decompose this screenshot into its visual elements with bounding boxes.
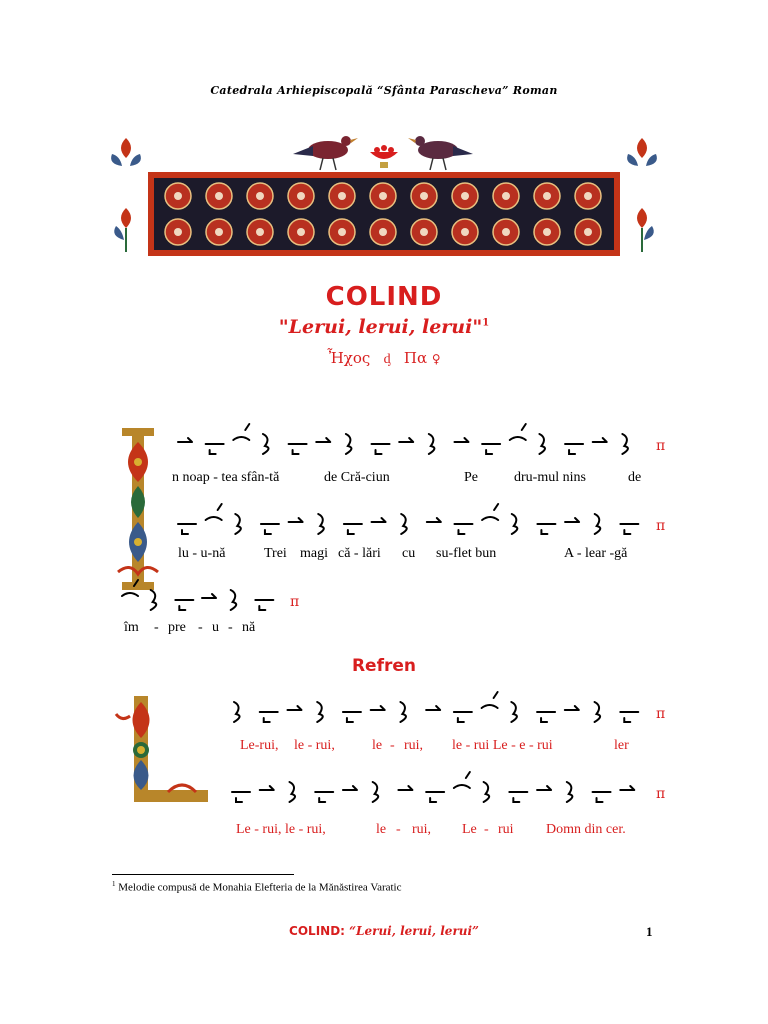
neume-apostrophos-icon — [289, 782, 295, 802]
mode-indicator — [0, 349, 768, 368]
lyric-syllable: - — [390, 738, 395, 753]
neume-apostrophos-icon — [346, 434, 352, 454]
lyric-syllable: ler — [614, 738, 629, 753]
rosette-center-icon — [174, 192, 182, 200]
lyric-syllable: Le - rui, le - rui, — [236, 822, 326, 837]
neume-apostrophos-icon — [539, 434, 545, 454]
lyric-syllable: le — [372, 738, 383, 753]
rosette-center-icon — [256, 228, 264, 236]
neume-oligon-icon — [482, 444, 500, 454]
lyric-syllable: rui, — [404, 738, 424, 753]
neume-ison-icon — [343, 786, 357, 790]
rosette-center-icon — [461, 192, 469, 200]
lyric-syllable: de — [628, 470, 642, 485]
neume-oligon-icon — [344, 524, 362, 534]
lyric-syllable: - — [484, 822, 489, 837]
running-header: Catedrala Arhiepiscopală “Sfânta Parascheva” Roman — [210, 84, 558, 97]
neume-petaste-icon — [206, 504, 222, 520]
neume-ison-icon — [427, 518, 441, 522]
verse-neume-row-3 — [116, 576, 300, 616]
neume-oligon-icon — [454, 524, 472, 534]
verse-lyric-row-3 — [124, 620, 304, 638]
neume-petaste-icon — [454, 772, 470, 788]
rosette-center-icon — [338, 228, 346, 236]
neume-ison-icon — [289, 518, 303, 522]
footnote-text: Melodie compusă de Monahia Elefteria de la Mănăstirea Varatic — [118, 881, 402, 894]
lyric-syllable: le - rui Le - e - rui — [452, 738, 553, 753]
lyric-syllable: îm — [124, 620, 139, 635]
neume-ison-icon — [565, 706, 579, 710]
rosette-center-icon — [297, 228, 305, 236]
rosette-center-icon — [420, 228, 428, 236]
refrain-neume-row-2 — [226, 768, 666, 808]
lyric-syllable: dru-mul nins — [514, 470, 586, 485]
rosette-center-icon — [379, 228, 387, 236]
refrain-initial-letter-icon — [112, 692, 214, 810]
neume-ison-icon — [398, 786, 412, 790]
lyric-syllable: le — [376, 822, 387, 837]
rosette-center-icon — [174, 228, 182, 236]
neume-oligon-icon — [255, 600, 273, 610]
lyric-syllable: Trei — [264, 546, 287, 561]
lyric-syllable: - — [228, 620, 233, 635]
neume-oligon-icon — [537, 712, 555, 722]
neume-oligon-icon — [260, 712, 278, 722]
neume-oligon-icon — [175, 600, 193, 610]
rosette-center-icon — [215, 228, 223, 236]
lyric-syllable: rui — [498, 822, 514, 837]
martyria-icon: π — [656, 786, 666, 802]
lyric-syllable: că - lări — [338, 546, 381, 561]
verse-neume-row-2 — [172, 500, 666, 540]
neume-apostrophos-icon — [429, 434, 435, 454]
martyria-icon: π — [656, 438, 666, 454]
neume-ison-icon — [399, 438, 413, 442]
neume-petaste-icon — [233, 424, 249, 440]
rosette-center-icon — [338, 192, 346, 200]
neume-apostrophos-icon — [622, 434, 628, 454]
lyric-syllable: A - lear -gă — [564, 546, 628, 561]
lyric-syllable: su-flet bun — [436, 546, 497, 561]
lyric-syllable: pre — [168, 620, 186, 635]
neume-apostrophos-icon — [318, 514, 324, 534]
rosette-center-icon — [297, 192, 305, 200]
neume-apostrophos-icon — [400, 702, 406, 722]
neume-oligon-icon — [372, 444, 390, 454]
neume-petaste-icon — [122, 580, 138, 596]
martyria-icon: π — [290, 594, 300, 610]
neume-ison-icon — [202, 594, 216, 598]
bird-left-icon — [293, 136, 358, 170]
neume-apostrophos-icon — [317, 702, 323, 722]
lyric-syllable: Pe — [464, 470, 478, 485]
rosette-center-icon — [584, 228, 592, 236]
lyric-syllable: nă — [242, 620, 256, 635]
neume-oligon-icon — [315, 792, 333, 802]
bird-right-icon — [408, 136, 473, 170]
neume-ison-icon — [454, 438, 468, 442]
lyric-syllable: n noap - tea sfân-tă — [172, 470, 280, 485]
neume-apostrophos-icon — [595, 702, 601, 722]
rosette-center-icon — [502, 192, 510, 200]
refrain-neume-row-1 — [226, 688, 666, 728]
neume-ison-icon — [426, 706, 440, 710]
neume-ison-icon — [620, 786, 634, 790]
neume-apostrophos-icon — [151, 590, 157, 610]
neume-oligon-icon — [426, 792, 444, 802]
neume-apostrophos-icon — [512, 514, 518, 534]
mode-martyria: Πα — [403, 349, 428, 367]
neume-oligon-icon — [454, 712, 472, 722]
martyria-sign-icon: ♀ — [431, 352, 441, 366]
neume-oligon-icon — [620, 524, 638, 534]
neume-apostrophos-icon — [511, 702, 517, 722]
rosette-center-icon — [379, 192, 387, 200]
martyria-icon: π — [656, 706, 666, 722]
lyric-syllable: cu — [402, 546, 416, 561]
neume-apostrophos-icon — [373, 782, 379, 802]
hymn-subtitle — [0, 316, 768, 338]
refrain-lyric-row-2 — [236, 822, 672, 840]
neume-oligon-icon — [261, 524, 279, 534]
neume-oligon-icon — [620, 712, 638, 722]
subtitle-footnote-marker: 1 — [482, 317, 490, 329]
neume-oligon-icon — [509, 792, 527, 802]
neume-oligon-icon — [343, 712, 361, 722]
page-number: 1 — [646, 924, 653, 939]
neume-oligon-icon — [178, 524, 196, 534]
hymn-title: COLIND — [325, 282, 443, 312]
lyric-syllable: - — [154, 620, 159, 635]
mode-neume-icon: ᶁ — [383, 350, 391, 367]
rosette-center-icon — [543, 228, 551, 236]
neume-oligon-icon — [593, 792, 611, 802]
neume-ison-icon — [565, 518, 579, 522]
rosette-center-icon — [543, 192, 551, 200]
neume-petaste-icon — [482, 504, 498, 520]
footer-label: COLIND: — [289, 924, 345, 938]
neume-petaste-icon — [482, 692, 498, 708]
running-footer — [0, 924, 768, 938]
lyric-syllable: - — [198, 620, 203, 635]
verse-lyric-row-2 — [172, 546, 662, 564]
neume-ison-icon — [372, 518, 386, 522]
lyric-syllable: de Cră-ciun — [324, 470, 390, 485]
lyric-syllable: Le — [462, 822, 477, 837]
neume-apostrophos-icon — [484, 782, 490, 802]
lyric-syllable: Domn din cer. — [546, 822, 626, 837]
neume-apostrophos-icon — [595, 514, 601, 534]
neume-apostrophos-icon — [263, 434, 269, 454]
footnote — [112, 880, 402, 894]
verse-lyric-row-1 — [172, 470, 662, 488]
footnote-number: 1 — [112, 880, 116, 888]
neume-oligon-icon — [206, 444, 224, 454]
hymn-subtitle-text: "Lerui, lerui, lerui" — [278, 316, 483, 338]
verse-neume-row-1 — [172, 420, 666, 460]
rosette-center-icon — [215, 192, 223, 200]
martyria-icon: π — [656, 518, 666, 534]
rosette-center-icon — [256, 192, 264, 200]
neume-petaste-icon — [510, 424, 526, 440]
neume-ison-icon — [178, 438, 192, 442]
rosette-center-icon — [461, 228, 469, 236]
lyric-syllable: rui, — [412, 822, 432, 837]
corner-flower-right-icon — [627, 138, 657, 252]
lyric-syllable: le - rui, — [294, 738, 335, 753]
rosette-center-icon — [584, 192, 592, 200]
lyric-syllable: u — [212, 620, 219, 635]
lyric-syllable: lu - u-nă — [178, 546, 226, 561]
neume-ison-icon — [260, 786, 274, 790]
rosette-center-icon — [502, 228, 510, 236]
neume-apostrophos-icon — [235, 514, 241, 534]
neume-oligon-icon — [289, 444, 307, 454]
neume-oligon-icon — [232, 792, 250, 802]
neume-apostrophos-icon — [567, 782, 573, 802]
neume-apostrophos-icon — [231, 590, 237, 610]
lyric-syllable: - — [396, 822, 401, 837]
refrain-lyric-row-1 — [240, 738, 670, 756]
corner-flower-left-icon — [111, 138, 141, 252]
neume-oligon-icon — [537, 524, 555, 534]
verse-initial-letter-icon — [114, 422, 162, 596]
ornamental-headpiece — [108, 128, 660, 260]
neume-apostrophos-icon — [401, 514, 407, 534]
neume-ison-icon — [593, 438, 607, 442]
mode-label: Ἦχος — [327, 349, 371, 367]
lyric-syllable: magi — [300, 546, 328, 561]
neume-ison-icon — [537, 786, 551, 790]
lyric-syllable: Le-rui, — [240, 738, 279, 753]
footer-subtitle: “Lerui, lerui, lerui” — [349, 924, 479, 938]
bowl-icon — [370, 145, 398, 168]
neume-apostrophos-icon — [234, 702, 240, 722]
neume-oligon-icon — [565, 444, 583, 454]
rosette-center-icon — [420, 192, 428, 200]
neume-ison-icon — [287, 706, 301, 710]
refrain-heading: Refren — [351, 656, 417, 676]
neume-ison-icon — [316, 438, 330, 442]
footnote-rule — [112, 874, 294, 875]
neume-ison-icon — [371, 706, 385, 710]
